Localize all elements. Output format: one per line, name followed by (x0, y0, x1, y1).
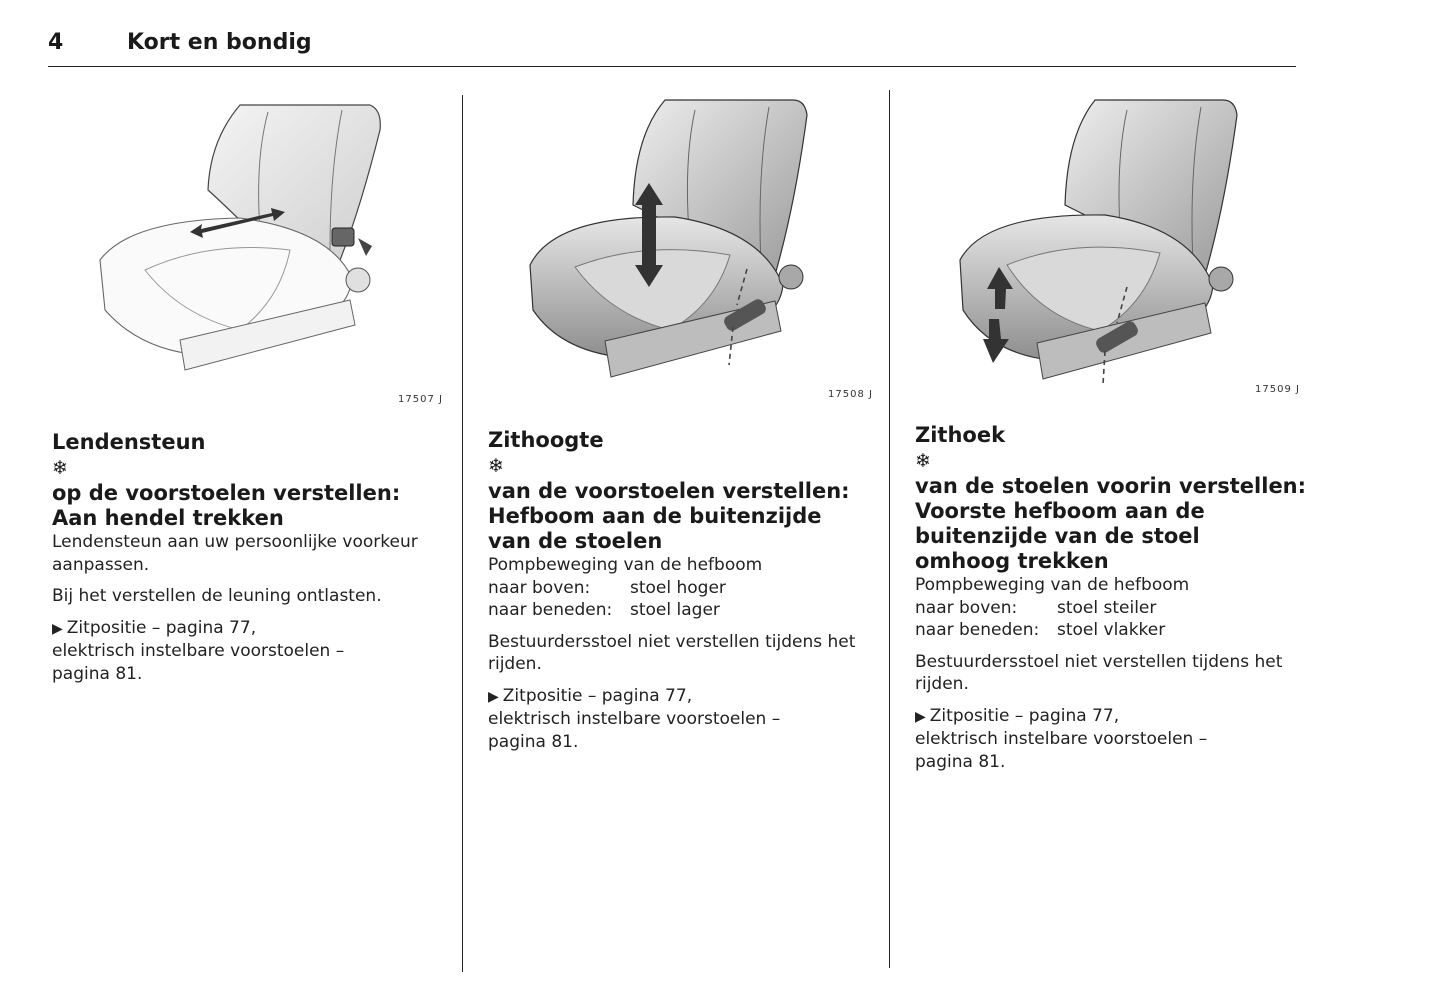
cross-reference: ▶ Zitpositie – pagina 77, elektrisch instelbare voorstoelen – pagina 81. (52, 617, 345, 684)
paragraph: Bestuurdersstoel niet verstellen tijdens het rijden. (488, 631, 856, 674)
seat-lumbar-illustration (90, 100, 390, 390)
kv-row: naar beneden: stoel lager (488, 600, 720, 620)
paragraph: Bij het verstellen de leuning ontlasten. (52, 586, 382, 606)
snowflake-star-icon: ❄ (52, 457, 68, 479)
kv-row: naar beneden: stoel vlakker (915, 620, 1166, 640)
cross-reference: ▶ Zitpositie – pagina 77, elektrisch instelbare voorstoelen – pagina 81. (488, 685, 781, 752)
section-heading: Zithoek ❄ van de stoelen voorin verstellen: Voorste hefboom aan de buitenzijde van de stoel omhoog trekken (915, 423, 1307, 573)
column-divider-1 (462, 95, 463, 972)
kv-row: naar boven: stoel steiler (915, 597, 1157, 618)
arrow-right-icon: ▶ (488, 688, 499, 705)
section-body (915, 574, 1315, 773)
paragraph: Bestuurdersstoel niet verstellen tijdens het rijden. (915, 651, 1283, 694)
kv-row: naar boven: stoel hoger (488, 577, 726, 598)
header-rule (48, 66, 1296, 67)
figure-code: 17507 J (398, 394, 443, 405)
paragraph: Lendensteun aan uw persoonlijke voorkeur aanpassen. (52, 532, 418, 575)
section-body (488, 554, 868, 753)
figure-code: 17508 J (828, 389, 873, 400)
seat-tilt-illustration (955, 95, 1240, 390)
page-number: 4 (48, 30, 64, 55)
paragraph: Pompbeweging van de hefboom naar boven: stoel steiler naar beneden: stoel vlakker (915, 574, 1315, 642)
snowflake-star-icon: ❄ (488, 455, 504, 477)
section-heading: Zithoogte ❄ van de voorstoelen verstellen: Hefboom aan de buitenzijde van de stoelen (488, 428, 850, 553)
figure-code: 17509 J (1255, 384, 1300, 395)
snowflake-star-icon: ❄ (915, 450, 931, 472)
arrow-right-icon: ▶ (52, 620, 63, 637)
paragraph: Pompbeweging van de hefboom naar boven: stoel hoger naar beneden: stoel lager (488, 554, 868, 622)
section-heading: Lendensteun ❄ op de voorstoelen verstellen: Aan hendel trekken (52, 430, 401, 530)
section-seat-tilt (915, 423, 1315, 782)
section-body (52, 531, 452, 685)
seat-height-illustration (525, 95, 810, 385)
cross-reference: ▶ Zitpositie – pagina 77, elektrisch instelbare voorstoelen – pagina 81. (915, 705, 1208, 772)
page-title: Kort en bondig (127, 30, 312, 55)
section-lumbar-support (52, 430, 452, 694)
arrow-right-icon: ▶ (915, 708, 926, 725)
section-seat-height (488, 428, 868, 762)
column-divider-2 (889, 90, 890, 968)
